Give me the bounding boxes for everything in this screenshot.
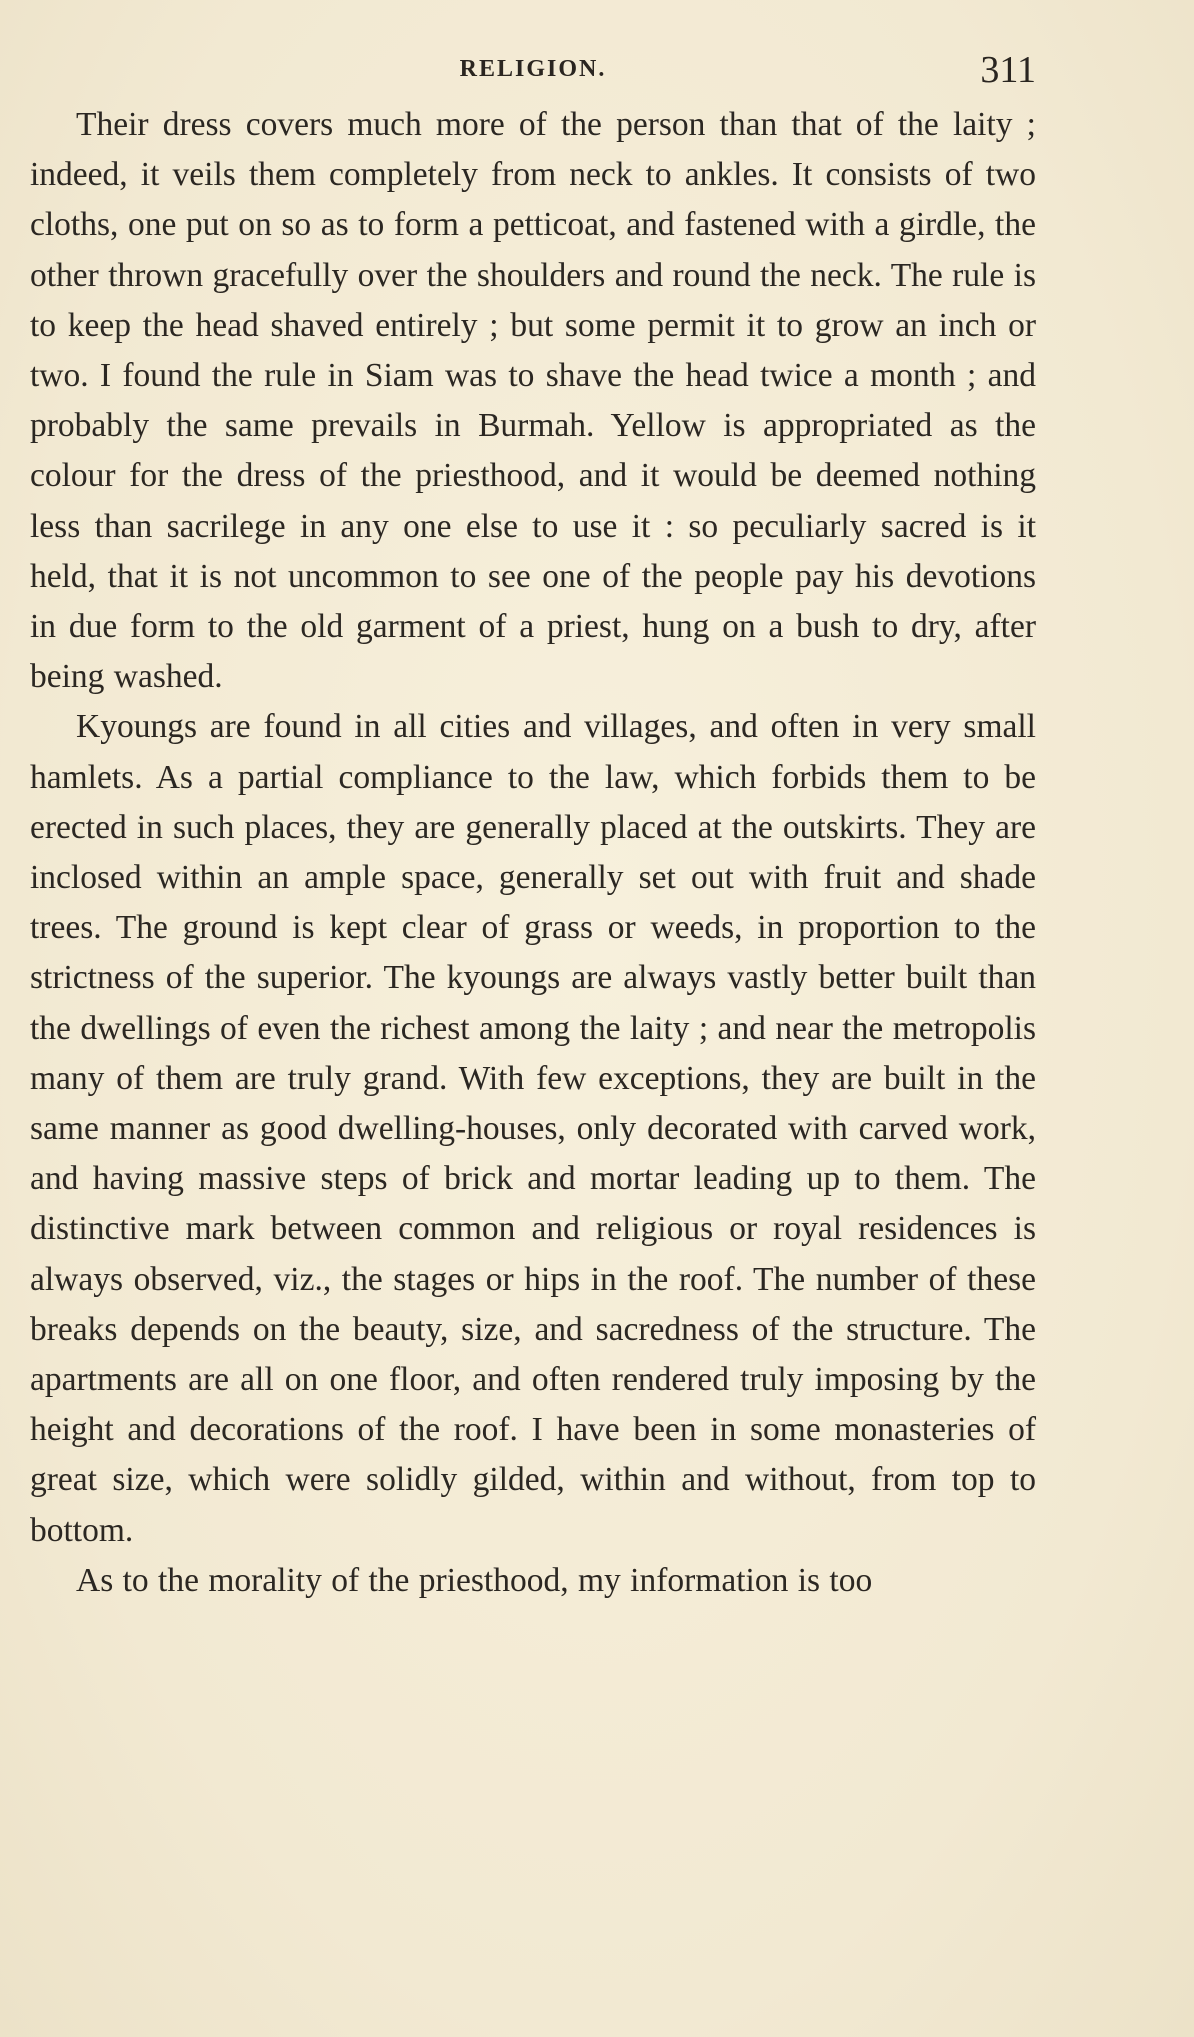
- page-header: [30, 48, 1036, 94]
- paragraph-dress: Their dress covers much more of the person than that of the laity ; indeed, it veils them completely from neck to ankles. It consists of two cloths, one put on so as to form a petticoat, and fastened with a girdle, the other thrown gracefully over the shoulders and round the neck. The rule is to keep the head shaved entirely ; but some permit it to grow an inch or two. I found the rule in Siam was to shave the head twice a month ; and probably the same prevails in Burmah. Yellow is appropriated as the colour for the dress of the priesthood, and it would be deemed nothing less than sacrilege in any one else to use it : so peculiarly sacred is it held, that it is not uncommon to see one of the people pay his devotions in due form to the old garment of a priest, hung on a bush to dry, after being washed.: [30, 106, 1036, 696]
- body-text: [30, 100, 1036, 1606]
- running-head: RELIGION.: [459, 56, 607, 82]
- page-number: 311: [980, 49, 1036, 91]
- paragraph-kyoungs: Kyoungs are found in all cities and villages, and often in very small hamlets. As a partial compliance to the law, which forbids them to be erected in such places, they are generally placed at the outskirts. They are inclosed within an ample space, generally set out with fruit and shade trees. The ground is kept clear of grass or weeds, in proportion to the strictness of the superior. The kyoungs are always vastly better built than the dwellings of even the richest among the laity ; and near the metropolis many of them are truly grand. With few exceptions, they are built in the same manner as good dwelling-houses, only decorated with carved work, and having massive steps of brick and mortar leading up to them. The distinctive mark between common and religious or royal residences is always observed, viz., the stages or hips in the roof. The number of these breaks depends on the beauty, size, and sacredness of the structure. The apartments are all on one floor, and often rendered truly imposing by the height and decorations of the roof. I have been in some monasteries of great size, which were solidly gilded, within and without, from top to bottom.: [30, 708, 1036, 1549]
- paragraph-morality: As to the morality of the priesthood, my information is too: [76, 1561, 873, 1599]
